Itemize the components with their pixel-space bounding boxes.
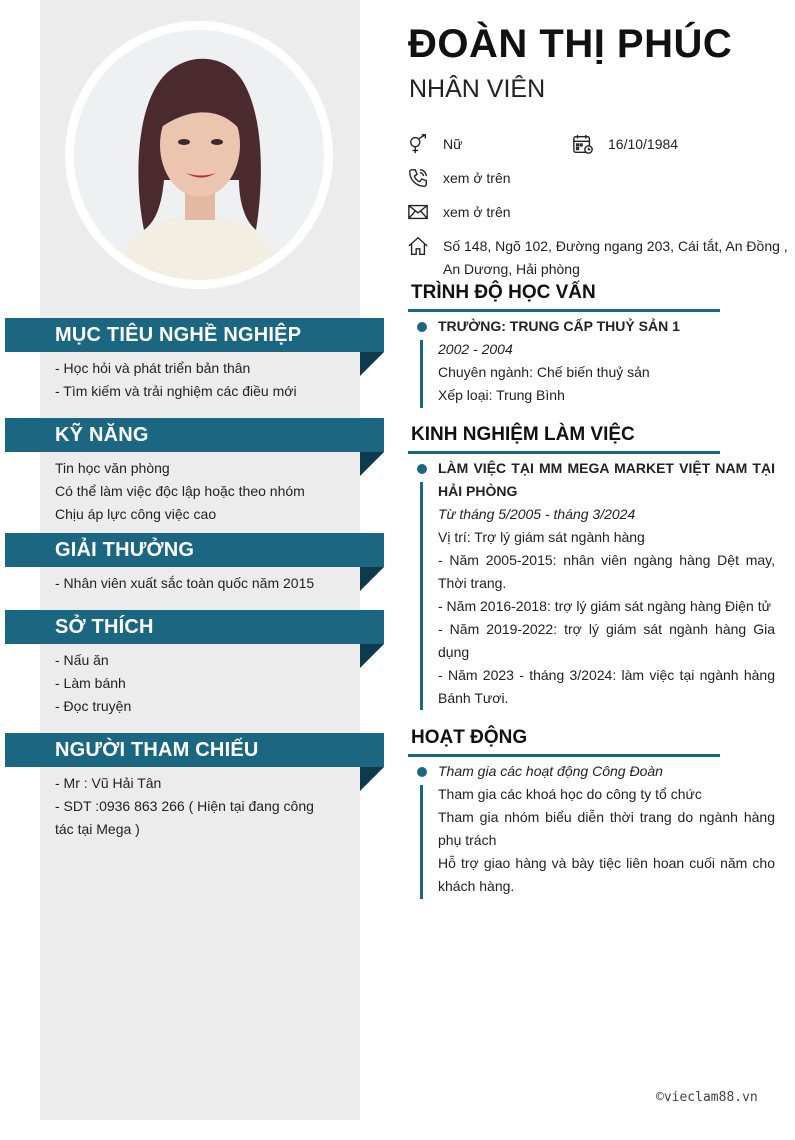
objective-heading-text: MỤC TIÊU NGHỀ NGHIỆP — [55, 324, 302, 346]
education-entry — [438, 315, 775, 407]
activity-line: khách hàng. — [438, 878, 515, 894]
home-icon — [407, 235, 429, 257]
experience-line: dụng — [438, 644, 470, 660]
award-item: - Nhân viên xuất sắc toàn quốc năm 2015 — [55, 575, 315, 591]
activities-bullet — [417, 767, 427, 777]
gender-icon — [407, 133, 429, 155]
address-value — [443, 235, 788, 281]
education-period: 2002 - 2004 — [438, 341, 513, 357]
skill-item: Tin học văn phòng — [55, 460, 170, 476]
activities-entry — [438, 760, 775, 898]
hobbies-heading-fold — [360, 644, 384, 668]
experience-line: Vị trí: Trợ lý giám sát ngành hàng — [438, 529, 645, 545]
awards-list — [55, 572, 345, 595]
gender-value: Nữ — [443, 136, 463, 152]
watermark: ©vieclam88.vn — [656, 1090, 758, 1105]
skills-heading-fold — [360, 452, 384, 476]
education-heading: TRÌNH ĐỘ HỌC VẤN — [411, 282, 596, 303]
hobbies-list — [55, 649, 345, 718]
experience-company: LÀM VIỆC TẠI MM MEGA MARKET VIỆT NAM TẠI — [438, 460, 775, 476]
profile-photo — [74, 30, 324, 280]
hobby-item: - Làm bánh — [55, 675, 126, 691]
skills-heading — [5, 418, 384, 452]
objective-item: - Tìm kiếm và trải nghiệm các điều mới — [55, 383, 297, 399]
calendar-icon — [572, 133, 594, 155]
experience-line: - Năm 2019-2022: trợ lý giám sát ngành hàng Gia — [438, 621, 775, 637]
phone-icon — [407, 167, 429, 189]
skill-item: Có thể làm việc độc lập hoặc theo nhóm — [55, 483, 305, 499]
experience-line: Bánh Tươi. — [438, 690, 509, 706]
hobby-item: - Đọc truyện — [55, 698, 132, 714]
hobbies-heading — [5, 610, 384, 644]
activity-line: Tham gia nhóm biểu diễn thời trang do ngành hàng — [438, 809, 775, 825]
hobby-item: - Nấu ăn — [55, 652, 109, 668]
experience-bullet — [417, 464, 427, 474]
awards-heading-text: GIẢI THƯỞNG — [55, 539, 195, 561]
experience-rule — [408, 451, 720, 454]
experience-timeline-bar — [420, 482, 423, 710]
activity-line: phụ trách — [438, 832, 497, 848]
activities-heading: HOẠT ĐỘNG — [411, 727, 528, 748]
activities-rule — [408, 754, 720, 757]
experience-line: - Năm 2023 - tháng 3/2024: làm việc tại ngành hàng — [438, 667, 775, 683]
education-school: TRƯỜNG: TRUNG CẤP THUỶ SẢN 1 — [438, 318, 680, 334]
experience-line: Thời trang. — [438, 575, 507, 591]
awards-heading — [5, 533, 384, 567]
education-major: Chuyên ngành: Chế biến thuỷ sản — [438, 364, 650, 380]
education-bullet — [417, 322, 427, 332]
experience-period: Từ tháng 5/2005 - tháng 3/2024 — [438, 506, 636, 522]
candidate-title: NHÂN VIÊN — [409, 75, 546, 103]
experience-company: HẢI PHÒNG — [438, 483, 518, 499]
objective-heading — [5, 318, 384, 352]
portrait-image — [74, 30, 324, 280]
experience-line: - Năm 2005-2015: nhân viên ngàng hàng Dệt may, — [438, 552, 775, 568]
references-heading-text: NGƯỜI THAM CHIẾU — [55, 739, 259, 761]
candidate-name: ĐOÀN THỊ PHÚC — [408, 22, 733, 66]
skill-item: Chịu áp lực công việc cao — [55, 506, 217, 522]
references-heading — [5, 733, 384, 767]
phone-value: xem ở trên — [443, 170, 511, 186]
activity-line: Tham gia các khoá học do công ty tổ chức — [438, 786, 702, 802]
activities-title: Tham gia các hoạt động Công Đoàn — [438, 763, 663, 779]
references-list — [55, 772, 345, 841]
reference-item: - SDT :0936 863 266 ( Hiện tại đang công — [55, 798, 314, 814]
email-value: xem ở trên — [443, 204, 511, 220]
experience-line: - Năm 2016-2018: trợ lý giám sát ngàng hàng Điện tử — [438, 598, 771, 614]
references-heading-fold — [360, 767, 384, 791]
address-line: An Dương, Hải phòng — [443, 261, 580, 277]
objective-list — [55, 357, 345, 403]
activity-line: Hỗ trợ giao hàng và bày tiệc liên hoan cuối năm cho — [438, 855, 775, 871]
education-rule — [408, 309, 720, 312]
awards-heading-fold — [360, 567, 384, 591]
education-grade: Xếp loại: Trung Bình — [438, 387, 565, 403]
hobbies-heading-text: SỞ THÍCH — [55, 616, 154, 638]
experience-heading: KINH NGHIỆM LÀM VIỆC — [411, 424, 635, 445]
reference-item: tác tại Mega ) — [55, 821, 140, 837]
skills-list — [55, 457, 345, 526]
profile-photo-frame — [65, 21, 333, 289]
experience-entry — [438, 457, 775, 710]
skills-heading-text: KỸ NĂNG — [55, 424, 149, 446]
objective-item: - Học hỏi và phát triển bản thân — [55, 360, 251, 376]
reference-item: - Mr : Vũ Hải Tân — [55, 775, 162, 791]
education-timeline-bar — [420, 340, 423, 408]
activities-timeline-bar — [420, 785, 423, 899]
email-icon — [407, 201, 429, 223]
birthdate-value: 16/10/1984 — [608, 136, 679, 152]
objective-heading-fold — [360, 352, 384, 376]
address-line: Số 148, Ngõ 102, Đường ngang 203, Cái tắt, An Đồng , — [443, 238, 788, 254]
